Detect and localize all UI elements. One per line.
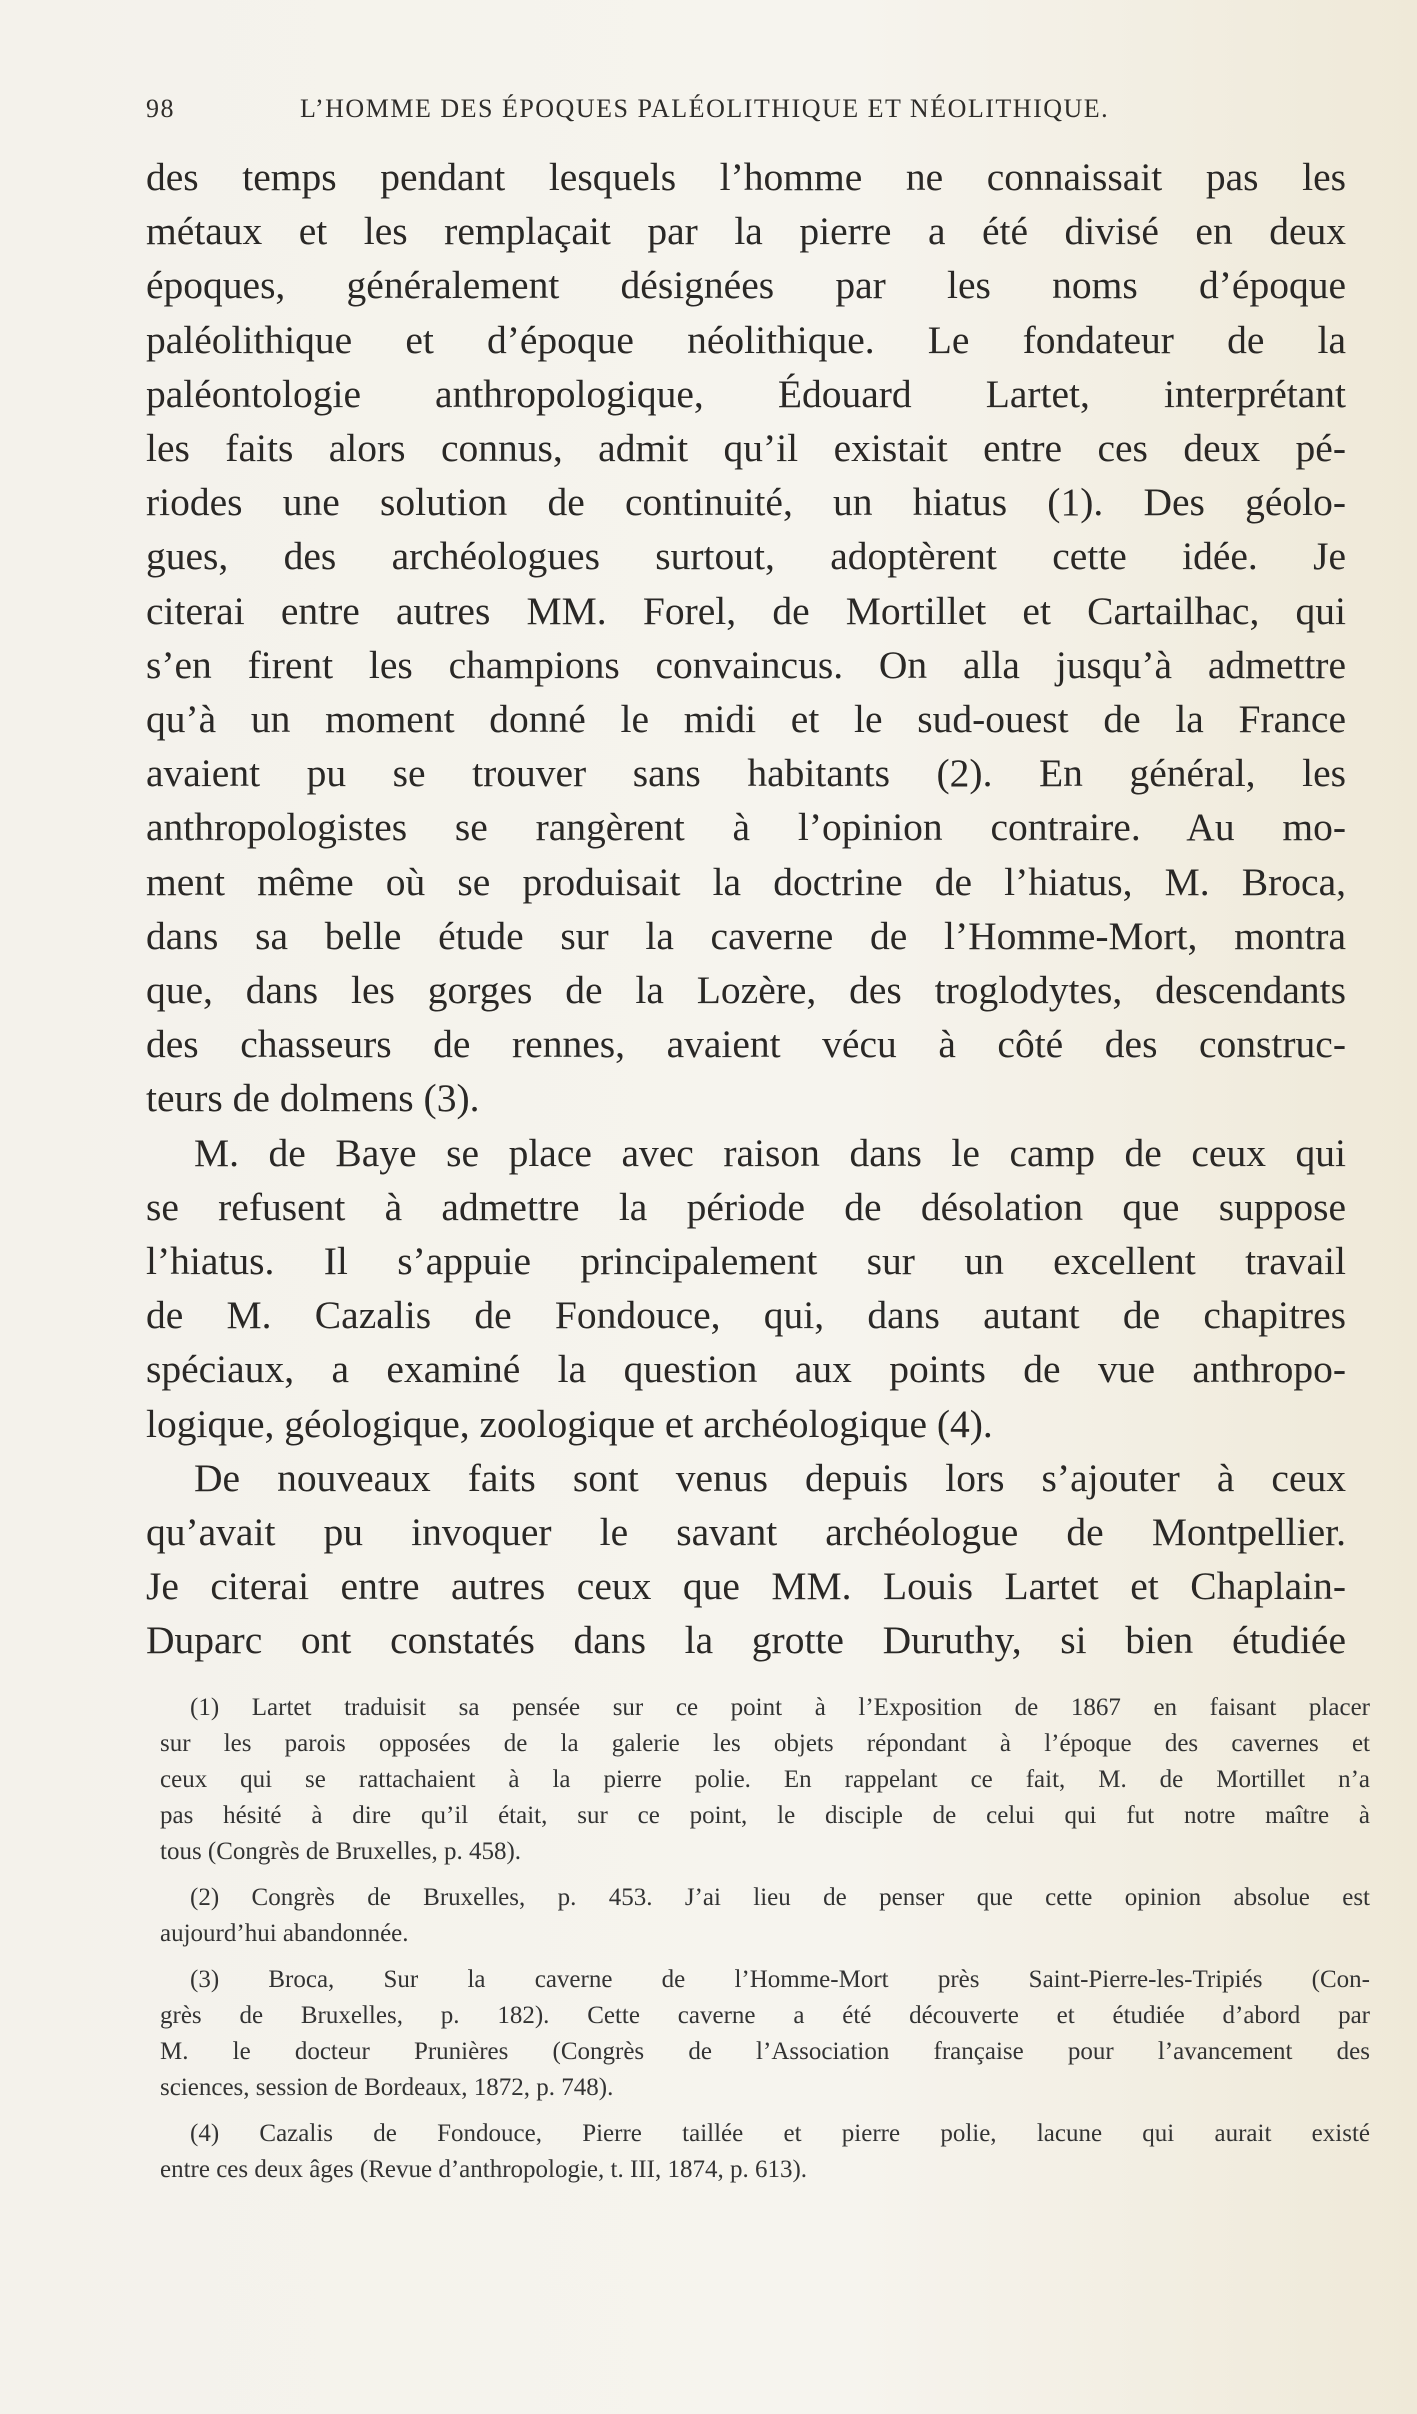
text-line: riodes une solution de continuité, un hiatus (1). Des géolo- bbox=[146, 480, 1346, 525]
footnote-line: M. le docteur Prunières (Congrès de l’Association française pour l’avancement des bbox=[160, 2038, 1370, 2065]
text-line: s’en firent les champions convaincus. On alla jusqu’à admettre bbox=[146, 642, 1346, 687]
text-line: spéciaux, a examiné la question aux points de vue anthropo- bbox=[146, 1347, 1346, 1392]
text-line: paléolithique et d’époque néolithique. Le fondateur de la bbox=[146, 317, 1346, 362]
text-line: gues, des archéologues surtout, adoptèrent cette idée. Je bbox=[146, 534, 1346, 579]
text-line: paléontologie anthropologique, Édouard Lartet, interprétant bbox=[146, 371, 1346, 416]
text-line: métaux et les remplaçait par la pierre a été divisé en deux bbox=[146, 209, 1346, 254]
text-line: se refusent à admettre la période de désolation que suppose bbox=[146, 1184, 1346, 1229]
text-line: les faits alors connus, admit qu’il existait entre ces deux pé- bbox=[146, 426, 1346, 471]
text-line: teurs de dolmens (3). bbox=[146, 1076, 480, 1121]
footnote-line: sciences, session de Bordeaux, 1872, p. 748). bbox=[160, 2074, 614, 2101]
footnote-line: grès de Bruxelles, p. 182). Cette caverne a été découverte et étudiée d’abord par bbox=[160, 2002, 1370, 2029]
footnote-line: tous (Congrès de Bruxelles, p. 458). bbox=[160, 1838, 522, 1865]
page-number: 98 bbox=[146, 94, 175, 123]
footnote-3 bbox=[160, 1962, 1370, 2106]
footnote-1 bbox=[160, 1690, 1370, 1870]
running-title: L’HOMME DES ÉPOQUES PALÉOLITHIQUE ET NÉOLITHIQUE. bbox=[300, 94, 1110, 123]
footnote-line: (2) Congrès de Bruxelles, p. 453. J’ai lieu de penser que cette opinion absolue est bbox=[190, 1884, 1370, 1911]
footnote-line: (3) Broca, Sur la caverne de l’Homme-Mort près Saint-Pierre-les-Tripiés (Con- bbox=[190, 1966, 1370, 1993]
text-line: des temps pendant lesquels l’homme ne connaissait pas les bbox=[146, 155, 1346, 199]
main-text bbox=[146, 150, 1346, 1668]
text-line: de M. Cazalis de Fondouce, qui, dans autant de chapitres bbox=[146, 1293, 1346, 1338]
footnote-line: pas hésité à dire qu’il était, sur ce point, le disciple de celui qui fut notre maître à bbox=[160, 1802, 1370, 1829]
text-line: que, dans les gorges de la Lozère, des troglodytes, descendants bbox=[146, 968, 1346, 1013]
footnote-2 bbox=[160, 1880, 1370, 1952]
text-line: des chasseurs de rennes, avaient vécu à côté des construc- bbox=[146, 1022, 1346, 1067]
text-line: dans sa belle étude sur la caverne de l’Homme-Mort, montra bbox=[146, 913, 1346, 958]
text-line: De nouveaux faits sont venus depuis lors s’ajouter à ceux bbox=[194, 1455, 1346, 1500]
text-line: qu’avait pu invoquer le savant archéologue de Montpellier. bbox=[146, 1510, 1346, 1555]
footnotes bbox=[160, 1690, 1370, 2198]
text-line: l’hiatus. Il s’appuie principalement sur un excellent travail bbox=[146, 1239, 1346, 1284]
text-line: époques, généralement désignées par les noms d’époque bbox=[146, 263, 1346, 308]
footnote-line: entre ces deux âges (Revue d’anthropologie, t. III, 1874, p. 613). bbox=[160, 2156, 808, 2183]
text-line: avaient pu se trouver sans habitants (2). En général, les bbox=[146, 751, 1346, 796]
footnote-line: ceux qui se rattachaient à la pierre polie. En rappelant ce fait, M. de Mortillet n’a bbox=[160, 1766, 1370, 1793]
text-line: Duparc ont constatés dans la grotte Duruthy, si bien étudiée bbox=[146, 1618, 1346, 1663]
text-line: anthropologistes se rangèrent à l’opinion contraire. Au mo- bbox=[146, 805, 1346, 850]
running-header bbox=[146, 94, 1206, 134]
footnote-line: (1) Lartet traduisit sa pensée sur ce point à l’Exposition de 1867 en faisant placer bbox=[190, 1694, 1370, 1721]
footnote-line: sur les parois opposées de la galerie les objets répondant à l’époque des cavernes et bbox=[160, 1730, 1370, 1757]
footnote-line: aujourd’hui abandonnée. bbox=[160, 1920, 409, 1947]
text-line: Je citerai entre autres ceux que MM. Louis Lartet et Chaplain- bbox=[146, 1564, 1346, 1609]
footnote-4 bbox=[160, 2116, 1370, 2188]
text-line: M. de Baye se place avec raison dans le camp de ceux qui bbox=[194, 1130, 1346, 1175]
text-line: logique, géologique, zoologique et archéologique (4). bbox=[146, 1401, 993, 1446]
text-line: ment même où se produisait la doctrine de l’hiatus, M. Broca, bbox=[146, 859, 1346, 904]
text-line: citerai entre autres MM. Forel, de Mortillet et Cartailhac, qui bbox=[146, 588, 1346, 633]
text-line: qu’à un moment donné le midi et le sud-ouest de la France bbox=[146, 697, 1346, 742]
footnote-line: (4) Cazalis de Fondouce, Pierre taillée et pierre polie, lacune qui aurait existé bbox=[190, 2120, 1370, 2147]
